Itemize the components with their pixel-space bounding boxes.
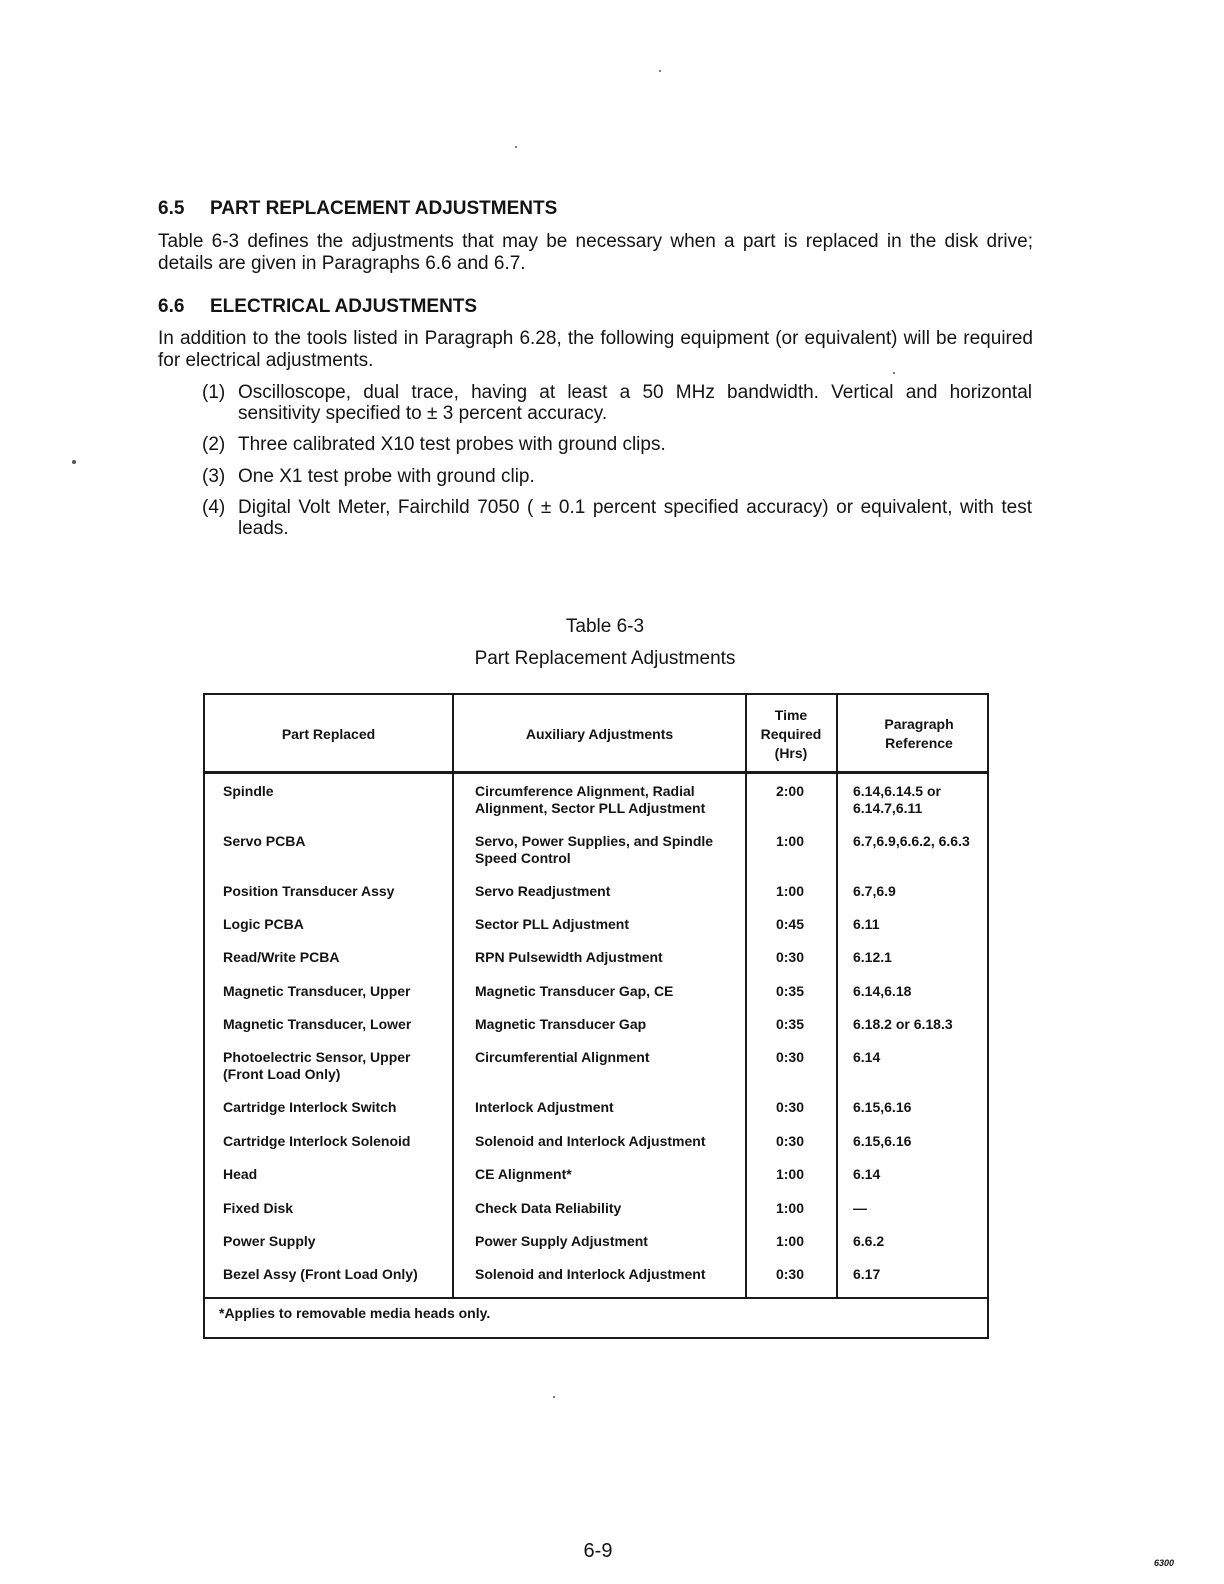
list-item [202,382,1032,424]
cell-ref: 6.14,6.14.5 or 6.14.7,6.11 [853,783,941,816]
list-text: Oscilloscope, dual trace, having at least a 50 MHz bandwidth. Vertical and horizontal sensitivity specified to ± 3 percent accuracy. [238,382,1032,424]
column-divider [452,695,454,1298]
cell-time: 0:30 [775,1049,805,1065]
cell-part: Spindle [223,783,274,799]
cell-aux: Solenoid and Interlock Adjustment [475,1133,706,1149]
header-time-required: Time Required (Hrs) [760,706,822,761]
cell-ref: 6.15,6.16 [853,1099,912,1115]
cell-part: Cartridge Interlock Solenoid [223,1133,411,1149]
cell-part: Logic PCBA [223,916,304,932]
part-replacement-table [203,693,989,1339]
table-number: Table 6-3 [565,616,645,637]
list-item [202,434,1032,455]
page-number: 6-9 [583,1540,613,1562]
list-marker: (4) [202,497,226,518]
cell-part: Magnetic Transducer, Lower [223,1016,412,1032]
cell-part: Position Transducer Assy [223,883,395,899]
cell-ref: 6.14,6.18 [853,983,912,999]
section-number: 6.5 [158,198,185,219]
cell-ref: 6.12.1 [853,949,892,965]
cell-time: 1:00 [775,1200,805,1216]
section-title: PART REPLACEMENT ADJUSTMENTS [210,198,558,219]
list-marker: (1) [202,382,226,403]
cell-part: Power Supply [223,1233,316,1249]
cell-ref: 6.11 [853,916,880,932]
cell-part: Fixed Disk [223,1200,294,1216]
section-heading-6-6 [158,296,477,318]
cell-time: 1:00 [775,1233,805,1249]
column-divider [836,695,838,1298]
cell-aux: Circumference Alignment, Radial Alignment, Sector PLL Adjustment [475,783,706,816]
cell-aux: Interlock Adjustment [475,1099,614,1115]
cell-time: 0:30 [775,1266,805,1282]
column-divider [745,695,747,1298]
cell-part: Servo PCBA [223,833,306,849]
cell-ref: 6.6.2 [853,1233,885,1249]
cell-time: 0:35 [775,983,805,999]
cell-part: Magnetic Transducer, Upper [223,983,411,999]
section-body-6-6: In addition to the tools listed in Paragraph 6.28, the following equipment (or equivalent) will be required for electrical adjustments. [158,328,1033,371]
document-code: 6300 [1154,1558,1175,1568]
cell-aux: Magnetic Transducer Gap, CE [475,983,674,999]
cell-time: 1:00 [775,833,805,849]
cell-ref: 6.14 [853,1166,881,1182]
cell-time: 1:00 [775,1166,805,1182]
footer-rule [205,1297,987,1299]
scan-speck [893,372,895,374]
cell-aux: Power Supply Adjustment [475,1233,648,1249]
cell-time: 0:30 [775,1099,805,1115]
cell-time: 1:00 [775,883,805,899]
cell-aux: Servo, Power Supplies, and Spindle Speed Control [475,833,714,866]
list-item [202,497,1032,539]
header-paragraph-reference: Paragraph Reference [884,716,954,751]
cell-ref: 6.17 [853,1266,881,1282]
table-caption: Part Replacement Adjustments [474,648,736,669]
list-marker: (3) [202,466,226,487]
cell-time: 2:00 [775,783,805,799]
cell-ref: 6.14 [853,1049,881,1065]
cell-aux: Circumferential Alignment [475,1049,650,1065]
section-title: ELECTRICAL ADJUSTMENTS [210,296,478,317]
cell-aux: Servo Readjustment [475,883,611,899]
section-number: 6.6 [158,296,185,317]
header-part-replaced: Part Replaced [281,725,376,742]
cell-ref: 6.7,6.9 [853,883,896,899]
cell-time: 0:45 [775,916,805,932]
cell-ref: 6.15,6.16 [853,1133,912,1149]
cell-part: Bezel Assy (Front Load Only) [223,1266,418,1282]
scan-speck [553,1396,555,1398]
cell-ref: 6.18.2 or 6.18.3 [853,1016,953,1032]
cell-aux: Magnetic Transducer Gap [475,1016,647,1032]
cell-time: 0:30 [775,1133,805,1149]
cell-aux: Sector PLL Adjustment [475,916,630,932]
cell-part: Cartridge Interlock Switch [223,1099,397,1115]
cell-ref: 6.7,6.9,6.6.2, 6.6.3 [853,833,970,849]
scan-speck [515,146,517,148]
list-marker: (2) [202,434,226,455]
cell-aux: Check Data Reliability [475,1200,622,1216]
cell-part: Head [223,1166,258,1182]
cell-time: 0:35 [775,1016,805,1032]
cell-part: Read/Write PCBA [223,949,340,965]
list-item [202,466,1032,487]
cell-aux: CE Alignment* [475,1166,572,1182]
list-text: Three calibrated X10 test probes with ground clips. [238,434,666,455]
section-heading-6-5 [158,198,557,220]
cell-ref: — [853,1200,867,1216]
header-auxiliary-adjustments: Auxiliary Adjustments [525,725,674,742]
cell-time: 0:30 [775,949,805,965]
scan-speck [72,460,76,464]
cell-part: Photoelectric Sensor, Upper (Front Load Only) [223,1049,411,1082]
list-text: One X1 test probe with ground clip. [238,466,535,487]
scan-speck [659,70,661,72]
cell-aux: RPN Pulsewidth Adjustment [475,949,663,965]
section-body-6-5: Table 6-3 defines the adjustments that may be necessary when a part is replaced in the disk drive; details are given in Paragraphs 6.6 and 6.7. [158,231,1033,274]
cell-aux: Solenoid and Interlock Adjustment [475,1266,706,1282]
list-text: Digital Volt Meter, Fairchild 7050 ( ± 0.1 percent specified accuracy) or equivalent, with test leads. [238,497,1032,539]
table-footnote: *Applies to removable media heads only. [219,1305,491,1321]
